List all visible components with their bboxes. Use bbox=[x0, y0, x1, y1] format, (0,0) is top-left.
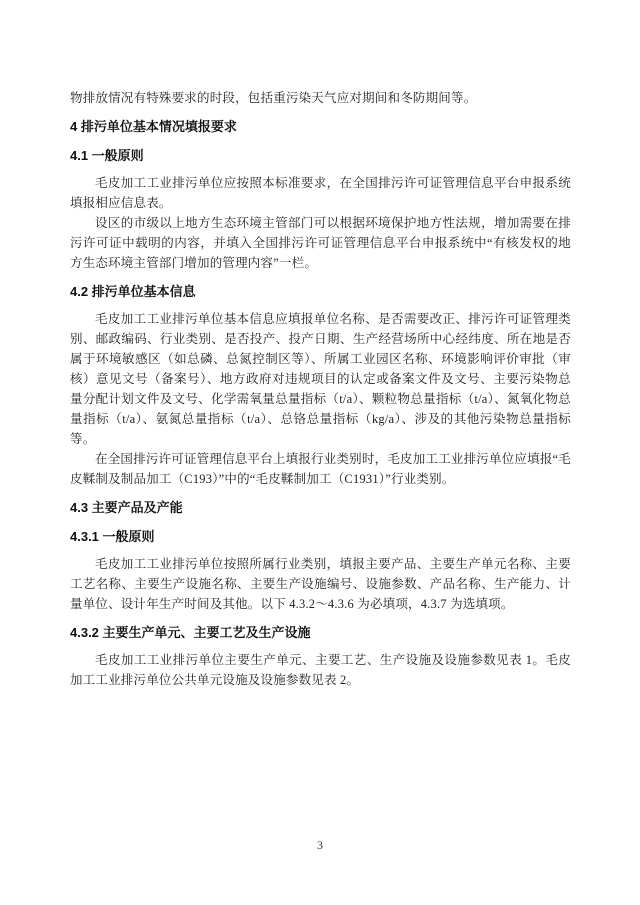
body-paragraph: 设区的市级以上地方生态环境主管部门可以根据环境保护地方性法规，增加需要在排污许可证中载明的内容，并填入全国排污许可证管理信息平台申报系统中“有核发权的地方生态环境主管部门增加的管理内容”一栏。 bbox=[70, 216, 571, 270]
body-paragraph: 毛皮加工工业排污单位主要生产单元、主要工艺、生产设施及设施参数见表 1。毛皮加工工业排污单位公共单元设施及设施参数见表 2。 bbox=[70, 653, 571, 687]
body-paragraph-continued: 物排放情况有特殊要求的时段，包括重污染天气应对期间和冬防期间等。 bbox=[70, 91, 477, 105]
section-heading-4-3-1: 4.3.1 一般原则 bbox=[70, 529, 155, 544]
body-paragraph: 毛皮加工工业排污单位按照所属行业类别，填报主要产品、主要生产单元名称、主要工艺名称、主要生产设施名称、主要生产设施编号、设施参数、产品名称、生产能力、计量单位、设计年生产时间及其他。以下 4.3.2～4.3.6 为必填项，4.3.7 为选填项。 bbox=[70, 557, 571, 611]
section-heading-4-3-2: 4.3.2 主要生产单元、主要工艺及生产设施 bbox=[70, 625, 311, 640]
body-paragraph: 毛皮加工工业排污单位应按照本标准要求，在全国排污许可证管理信息平台申报系统填报相应信息表。 bbox=[70, 176, 571, 210]
body-paragraph: 在全国排污许可证管理信息平台上填报行业类别时，毛皮加工工业排污单位应填报“毛皮鞣制及制品加工（C193）”中的“毛皮鞣制加工（C1931）”行业类别。 bbox=[70, 452, 571, 486]
section-heading-4: 4 排污单位基本情况填报要求 bbox=[70, 119, 237, 134]
section-heading-4-2: 4.2 排污单位基本信息 bbox=[70, 284, 196, 299]
page-number: 3 bbox=[317, 838, 323, 852]
section-heading-4-3: 4.3 主要产品及产能 bbox=[70, 500, 183, 515]
body-paragraph: 毛皮加工工业排污单位基本信息应填报单位名称、是否需要改正、排污许可证管理类别、邮政编码、行业类别、是否投产、投产日期、生产经营场所中心经纬度、所在地是否属于环境敏感区（如总磷、总氮控制区等）、所属工业园区名称、环境影响评价审批（审核）意见文号（备案号）、地方政府对违规项目的认定或备案文件及文号、主要污染物总量分配计划文件及文号、化学需氧量总量指标（t/a）、颗粒物总量指标（t/a）、氮氧化物总量指标（t/a）、氨氮总量指标（t/a）、总铬总量指标（kg/a）、涉及的其他污染物总量指标等。 bbox=[70, 312, 571, 446]
document-content bbox=[70, 88, 571, 690]
section-heading-4-1: 4.1 一般原则 bbox=[70, 148, 144, 163]
